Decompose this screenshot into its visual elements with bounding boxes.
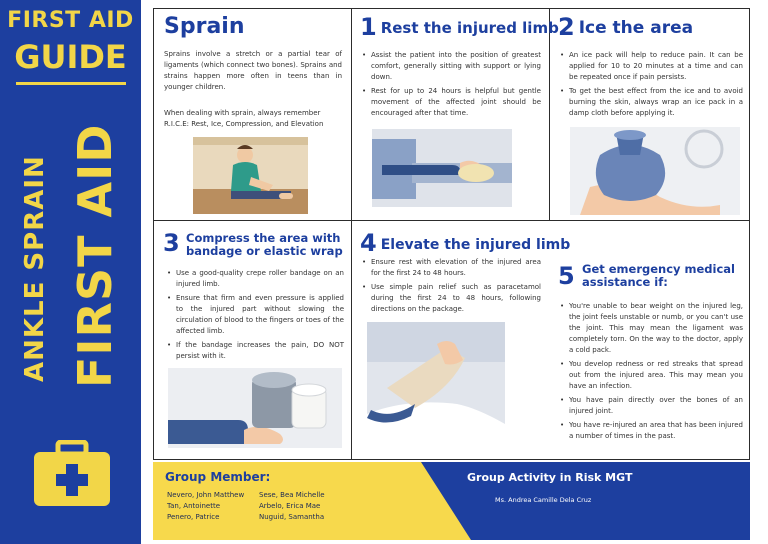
step4-number: 4 [360,229,377,257]
intro-paragraph-1: Sprains involve a stretch or a partial tear of ligaments (which connect two bones). Sprains and strains happen more often in teens than in younger children. [164,50,342,91]
step2-title: Ice the area [578,18,694,38]
step3-bullets [166,268,344,365]
step1-bullet: • Rest for up to 24 hours is helpful but gentle movement of the affected joint should be encouraged after that time. [361,86,541,119]
step4-heading [360,229,570,257]
step1-number: 1 [360,13,377,41]
step5-bullet: • You have pain directly over the bones of an injured joint. [559,395,743,417]
step3-title-line1: Compress the area with [186,231,341,245]
grid-line-v1 [351,8,352,460]
step2-bullets [559,50,743,122]
step5-bullets [559,301,743,445]
step3-bullet: • If the bandage increases the pain, DO NOT persist with it. [166,340,344,362]
step2-bullet: • An ice pack will help to reduce pain. It can be applied for 10 to 20 minutes at a time and can be repeated once if pain persists. [559,50,743,83]
members-column-1 [167,490,244,523]
step4-title: Elevate the injured limb [380,237,571,253]
step4-bullet: • Use simple pain relief such as paracetamol during the first 24 to 48 hours, following directions on the package. [361,282,541,315]
step4-bullets [361,257,541,318]
elevate-illustration [367,322,505,446]
step5-number: 5 [558,262,575,290]
step3-bullet: • Use a good-quality crepe roller bandage on an injured limb. [166,268,344,290]
member-name: Tan, Antoinette [167,502,221,510]
members-column-2 [259,490,325,523]
member-name: Nevero, John Matthew [167,491,245,499]
member-name: Penero, Patrice [167,513,220,521]
intro-paragraph-2: When dealing with sprain, always remember R.I.C.E: Rest, Ice, Compression, and Elevation [164,109,324,128]
step3-number: 3 [163,229,180,257]
footer [153,462,750,540]
member-name: Arbelo, Erica Mae [259,502,321,510]
grid-line-h1 [153,220,750,221]
step2-heading [558,13,693,41]
sidebar [0,0,141,544]
rest-illustration [372,129,512,207]
step5-bullet: • You're unable to bear weight on the injured leg, the joint feels unstable or numb, or you can't use the joint. This may mean the ligament was completely torn. On the way to the doctor, apply a cold pack. [559,301,743,356]
ice-pack-illustration [570,127,740,215]
step1-bullet: • Assist the patient into the position of greatest comfort, generally sitting with support or lying down. [361,50,541,83]
step4-bullet: • Ensure rest with elevation of the injured area for the first 24 to 48 hours. [361,257,541,279]
step5-heading [582,263,735,289]
member-name: Sese, Bea Michelle [259,491,325,499]
step1-bullets [361,50,541,122]
advisor-name: Ms. Andrea Camille Dela Cruz [495,496,592,504]
step5-bullet: • You develop redness or red streaks that spread out from the injured area. This may mean you have an infection. [559,359,743,392]
step3-bullet: • Ensure that firm and even pressure is applied to the injured part without slowing the circulation of blood to the fingers or toes of the affected limb. [166,293,344,337]
group-member-title: Group Member: [165,470,271,484]
activity-title: Group Activity in Risk MGT [467,471,633,484]
bandage-illustration [168,368,342,448]
step1-title: Rest the injured limb [380,19,559,37]
member-name: Nuguid, Samantha [259,513,325,521]
sidebar-title-line1: FIRST AID [7,8,134,33]
step3-heading [186,232,343,258]
sidebar-divider [16,82,126,85]
step2-bullet: • To get the best effect from the ice and to avoid burning the skin, always wrap an ice pack in a damp cloth before applying it. [559,86,743,119]
step3-title-line2: bandage or elastic wrap [186,244,343,258]
sidebar-vertical-titles [14,92,134,392]
step5-bullet: • You have re-injured an area that has been injured a number of times in the past. [559,420,743,442]
vertical-title-first-aid: FIRST AID [68,123,122,388]
vertical-title-ankle-sprain: ANKLE SPRAIN [20,155,50,382]
step2-number: 2 [558,13,575,41]
sidebar-title-line2: GUIDE [14,38,127,76]
intro-heading: Sprain [164,14,245,39]
step1-heading [360,13,559,41]
step5-title-line1: Get emergency medical [582,262,736,276]
step5-title-line2: assistance if: [582,275,668,289]
sprain-illustration [193,137,308,214]
first-aid-kit-icon [32,440,112,508]
